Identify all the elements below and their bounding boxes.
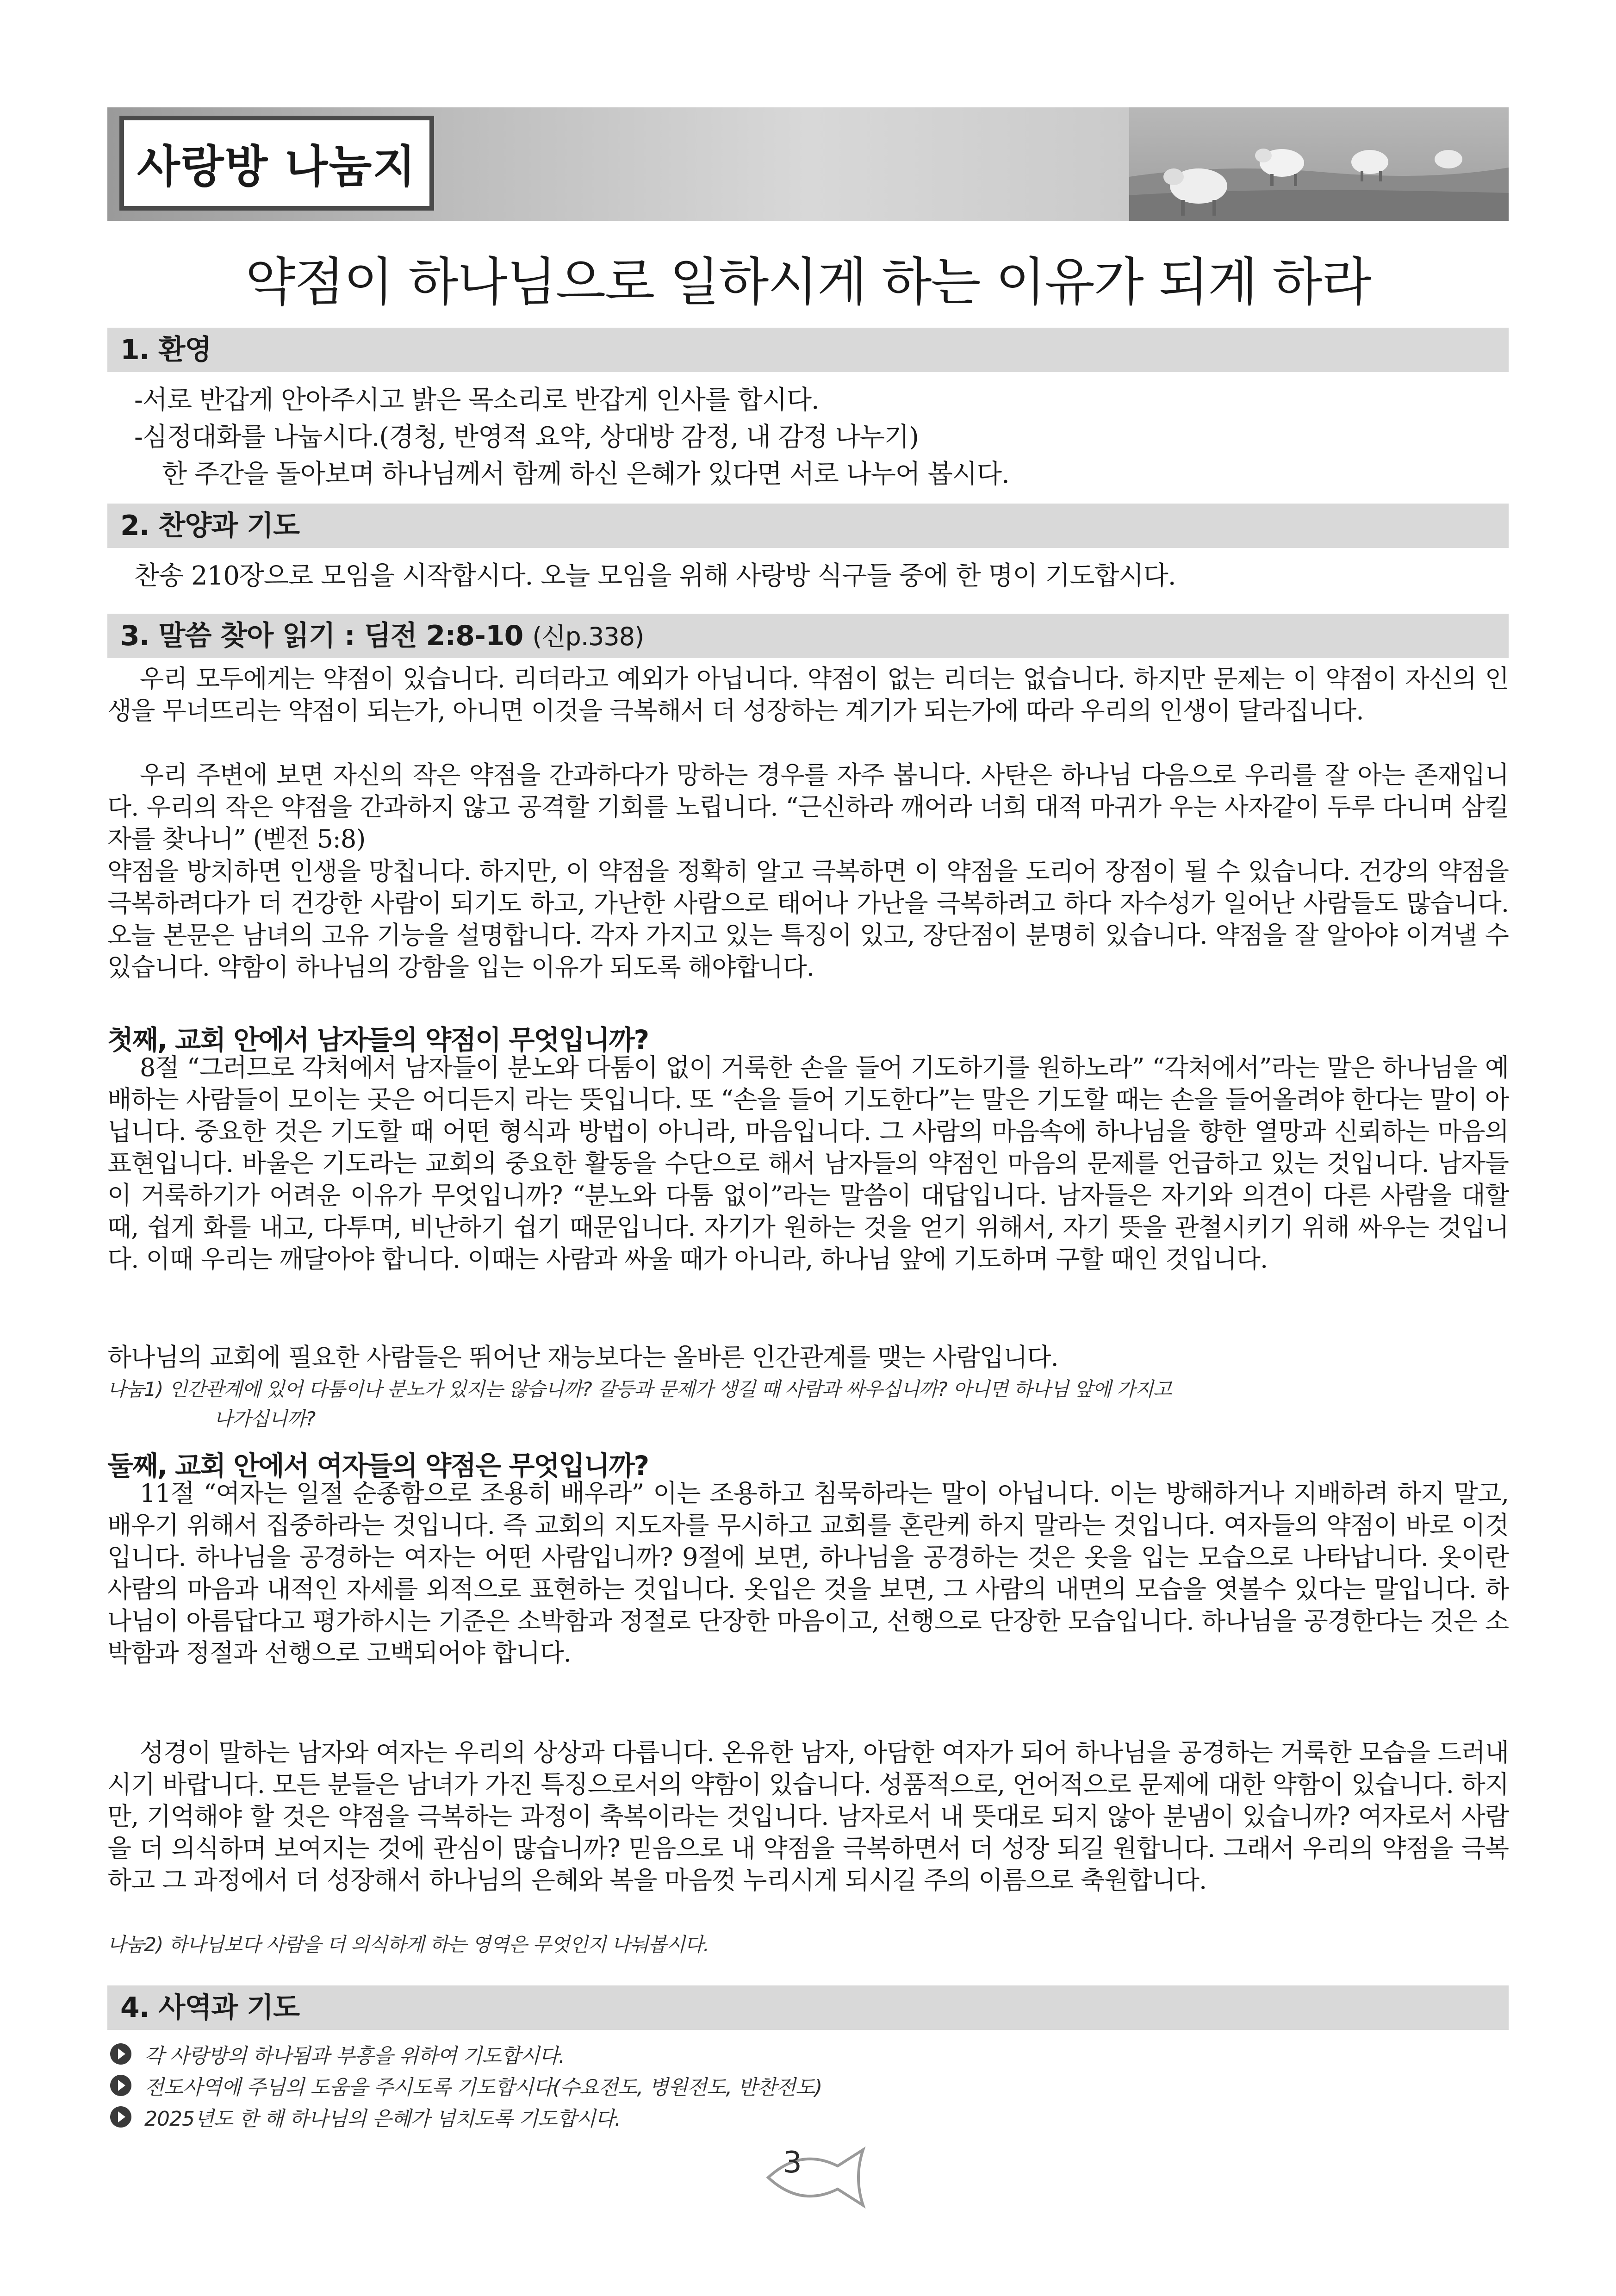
- paragraph-4: 8절 “그러므로 각처에서 남자들이 분노와 다툼이 없이 거룩한 손을 들어 기도하기를 원하노라” “각처에서”라는 말은 하나님을 예배하는 사람들이 모이는 곳은 어디든지 라는 뜻입니다. 또 “손을 들어 기도한다”는 말은 기도할 때는 손을 들어올려야 한다는 말이 아닙니다. 중요한 것은 기도할 때 어떤 형식과 방법이 아니라, 마음입니다. 그 사람의 마음속에 하나님을 향한 열망과 신뢰하는 마음의 표현입니다. 바울은 기도라는 교회의 중요한 활동을 수단으로 해서 남자들의 약점인 마음의 문제를 언급하고 있는 것입니다. 남자들이 거룩하기가 어려운 이유가 무엇입니까? “분노와 다툼 없이”라는 말씀이 대답입니다. 남자들은 자기와 의견이 다른 사람을 대할 때, 쉽게 화를 내고, 다투며, 비난하기 쉽기 때문입니다. 자기가 원하는 것을 얻기 위해서, 자기 뜻을 관철시키기 위해 싸우는 것입니다. 이때 우리는 깨달아야 합니다. 이때는 사람과 싸울 때가 아니라, 하나님 앞에 기도하며 구할 때인 것입니다.: [107, 1053, 1509, 1274]
- section-heading: 1. 환영: [120, 334, 211, 366]
- fish-icon: [759, 2138, 870, 2217]
- share-question-2: 나눔2) 하나님보다 사람을 더 의식하게 하는 영역은 무엇인지 나눠봅시다.: [107, 1933, 709, 1956]
- scripture-page-ref: (신p.338): [532, 622, 644, 651]
- prayer-item: [110, 2072, 822, 2099]
- paragraph-2: 우리 주변에 보면 자신의 작은 약점을 간과하다가 망하는 경우를 자주 봅니다. 사탄은 하나님 다음으로 우리를 잘 아는 존재입니다. 우리의 작은 약점을 간과하지 않고 공격할 기회를 노립니다. “근신하라 깨어라 너희 대적 마귀가 우는 사자같이 두루 다니며 삼킬 자를 찾나니” (벧전 5:8): [107, 760, 1509, 853]
- share-question-1-text: 나눔1) 인간관계에 있어 다툼이나 분노가 있지는 않습니까? 갈등과 문제가 생길 때 사람과 싸우십니까? 아니면 하나님 앞에 가지고: [107, 1378, 1172, 1400]
- question-heading-2: 둘째, 교회 안에서 여자들의 약점은 무엇입니까?: [107, 1450, 649, 1481]
- prayer-item-text: 전도사역에 주님의 도움을 주시도록 기도합시다(수요전도, 병원전도, 반찬전도): [144, 2076, 822, 2099]
- section-heading: 2. 찬양과 기도: [120, 510, 300, 542]
- page-number-badge: [759, 2138, 870, 2217]
- welcome-line-3: 한 주간을 돌아보며 하나님께서 함께 하신 은혜가 있다면 서로 나누어 봅시다.: [162, 459, 1009, 489]
- worship-line: 찬송 210장으로 모임을 시작합시다. 오늘 모임을 위해 사랑방 식구들 중에 한 명이 기도합시다.: [134, 561, 1176, 591]
- arrow-circle-icon: [110, 2075, 131, 2096]
- paragraph-7: 성경이 말하는 남자와 여자는 우리의 상상과 다릅니다. 온유한 남자, 아담한 여자가 되어 하나님을 공경하는 거룩한 모습을 드러내시기 바랍니다. 모든 분들은 남녀가 가진 특징으로서의 약함이 있습니다. 성품적으로, 언어적으로 문제에 대한 약함이 있습니다. 하지만, 기억해야 할 것은 약점을 극복하는 과정이 축복이라는 것입니다. 남자로서 내 뜻대로 되지 않아 분냄이 있습니까? 여자로서 사람을 더 의식하며 보여지는 것에 관심이 많습니까? 믿음으로 내 약점을 극복하면서 더 성장 되길 원합니다. 그래서 우리의 약점을 극복하고 그 과정에서 더 성장해서 하나님의 은혜와 복을 마음껏 누리시게 되시길 주의 이름으로 축원합니다.: [107, 1738, 1509, 1895]
- paragraph-1: 우리 모두에게는 약점이 있습니다. 리더라고 예외가 아닙니다. 약점이 없는 리더는 없습니다. 하지만 문제는 이 약점이 자신의 인생을 무너뜨리는 약점이 되는가, 아니면 이것을 극복해서 더 성장하는 계기가 되는가에 따라 우리의 인생이 달라집니다.: [107, 664, 1509, 725]
- section-word-bar: [107, 614, 1509, 658]
- section-worship-bar: [107, 504, 1509, 548]
- section-heading: [120, 614, 644, 659]
- page-number: 3: [783, 2146, 802, 2180]
- share-question-1: [107, 1375, 1509, 1434]
- page-title: 약점이 하나님으로 일하시게 하는 이유가 되게 하라: [245, 252, 1371, 312]
- section-heading: 4. 사역과 기도: [120, 1991, 300, 2024]
- paragraph-6: 11절 “여자는 일절 순종함으로 조용히 배우라” 이는 조용하고 침묵하라는 말이 아닙니다. 이는 방해하거나 지배하려 하지 말고, 배우기 위해서 집중하라는 것입니다. 즉 교회의 지도자를 무시하고 교회를 혼란케 하지 말라는 것입니다. 여자들의 약점이 바로 이것입니다. 하나님을 공경하는 여자는 어떤 사람입니까? 9절에 보면, 하나님을 공경하는 것은 옷을 입는 모습으로 나타납니다. 옷이란 사람의 마음과 내적인 자세를 외적으로 표현하는 것입니다. 옷입은 것을 보면, 그 사람의 내면의 모습을 엿볼수 있다는 말입니다. 하나님이 아름답다고 평가하시는 기준은 소박함과 정절로 단장한 마음이고, 선행으로 단장한 모습입니다. 하나님을 공경한다는 것은 소박함과 정절과 선행으로 고백되어야 합니다.: [107, 1479, 1509, 1668]
- paragraph-5: 하나님의 교회에 필요한 사람들은 뛰어난 재능보다는 올바른 인간관계를 맺는 사람입니다.: [107, 1343, 1058, 1372]
- section-heading-text: 3. 말씀 찾아 읽기 : 딤전 2:8-10: [120, 620, 523, 652]
- sheep-photo: [1129, 107, 1509, 221]
- prayer-item: [110, 2040, 565, 2068]
- share-question-1-cont: 나가십니까?: [214, 1407, 316, 1430]
- prayer-item-text: 2025년도 한 해 하나님의 은혜가 넘치도록 기도합시다.: [144, 2107, 621, 2131]
- welcome-line-1: -서로 반갑게 안아주시고 밝은 목소리로 반갑게 인사를 합시다.: [134, 385, 819, 415]
- arrow-circle-icon: [110, 2106, 131, 2128]
- section-welcome-bar: [107, 328, 1509, 372]
- prayer-item: [110, 2103, 621, 2131]
- section-ministry-bar: [107, 1985, 1509, 2030]
- paragraph-3: 약점을 방치하면 인생을 망칩니다. 하지만, 이 약점을 정확히 알고 극복하면 이 약점을 도리어 장점이 될 수 있습니다. 건강의 약점을 극복하려다가 더 건강한 사람이 되기도 하고, 가난한 사람으로 태어나 가난을 극복하려고 하다 자수성가 일어난 사람들도 많습니다. 오늘 본문은 남녀의 고유 기능을 설명합니다. 각자 가지고 있는 특징이 있고, 장단점이 분명히 있습니다. 약점을 잘 알아야 이겨낼 수 있습니다. 약함이 하나님의 강함을 입는 이유가 되도록 해야합니다.: [107, 857, 1509, 982]
- prayer-item-text: 각 사랑방의 하나됨과 부흥을 위하여 기도합시다.: [144, 2044, 565, 2068]
- header-label-box: 사랑방 나눔지: [119, 116, 434, 211]
- arrow-circle-icon: [110, 2043, 131, 2065]
- welcome-line-2: -심정대화를 나눕시다.(경청, 반영적 요약, 상대방 감정, 내 감정 나누기): [134, 422, 919, 452]
- question-heading-1: 첫째, 교회 안에서 남자들의 약점이 무엇입니까?: [107, 1024, 649, 1056]
